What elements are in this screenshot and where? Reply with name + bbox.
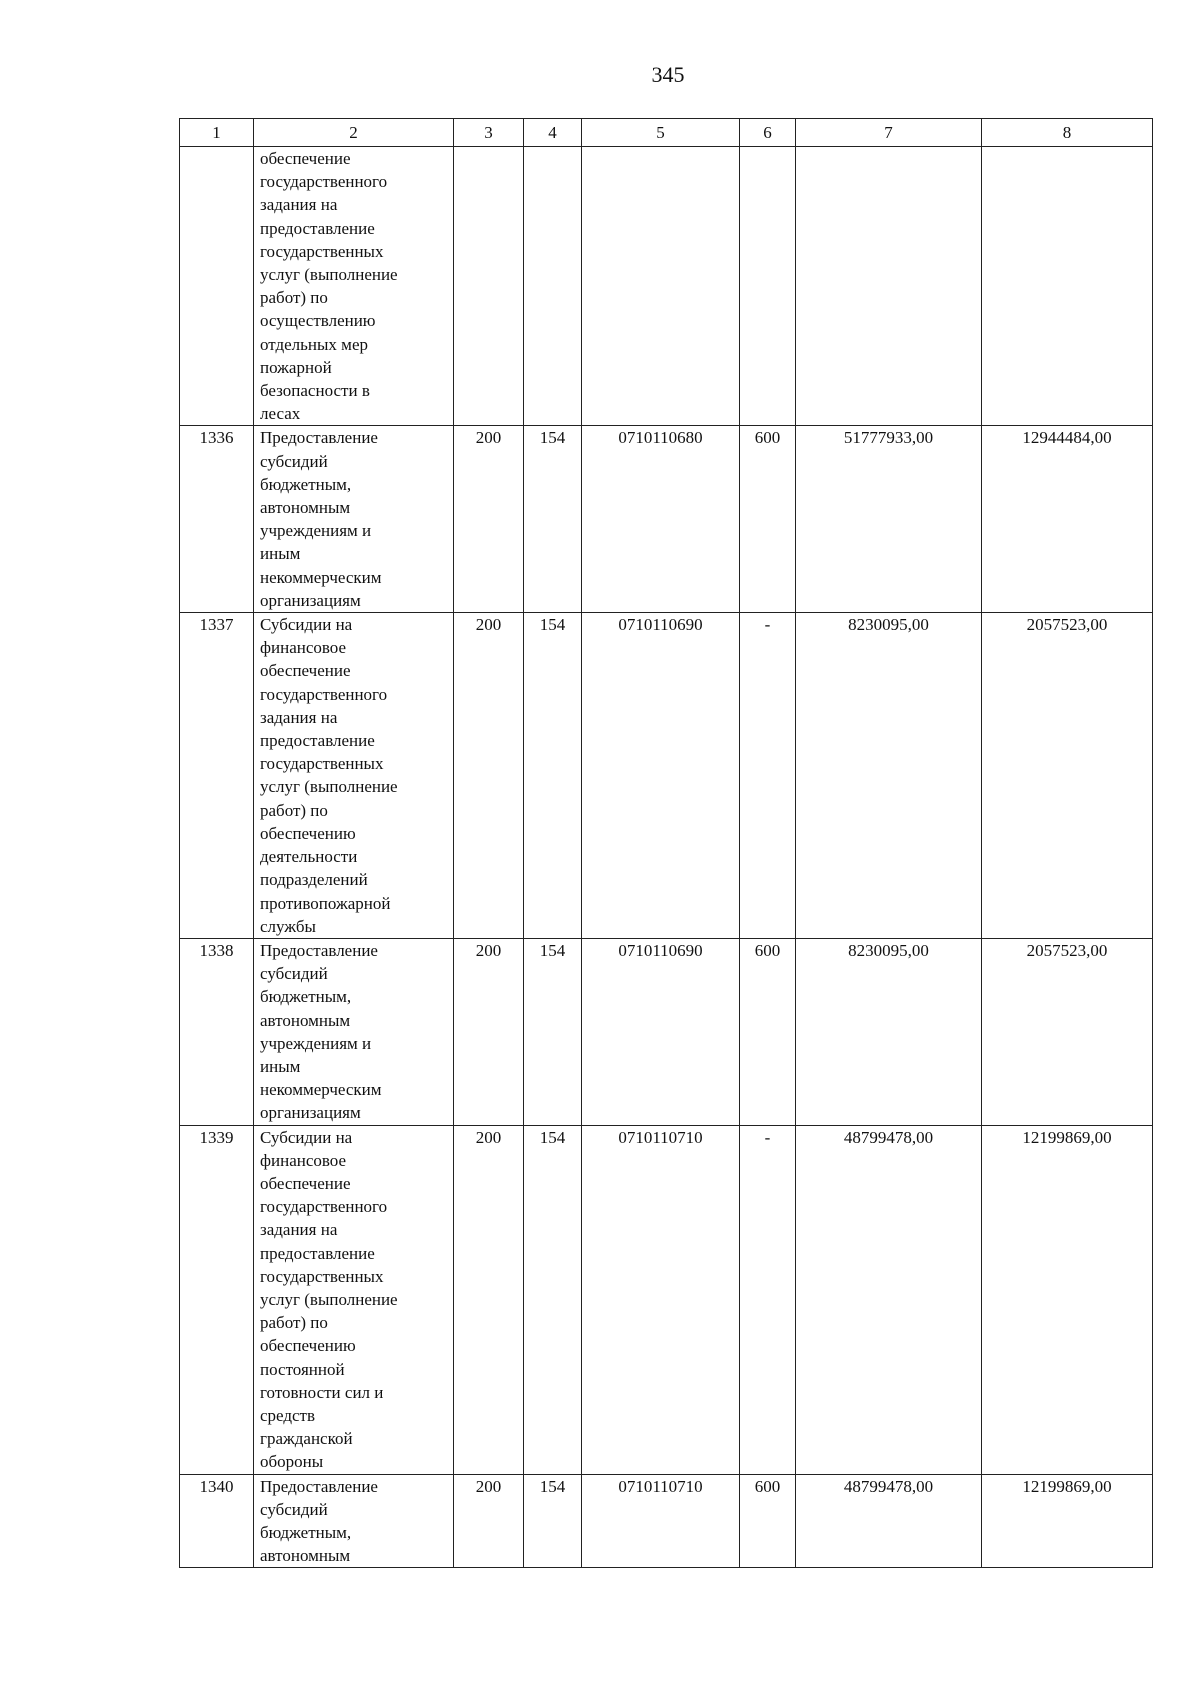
column-header: 8	[982, 119, 1153, 147]
table-row	[180, 1474, 1153, 1568]
code-cell-5: 0710110710	[582, 1474, 740, 1568]
row-name-line: некоммерческим	[260, 567, 382, 587]
row-number-cell	[180, 147, 254, 426]
table-row	[180, 426, 1153, 613]
amount-cell-8	[982, 147, 1153, 426]
amount-cell-8: 12199869,00	[982, 1474, 1153, 1568]
row-name-line: лесах	[260, 404, 301, 424]
row-name-line: бюджетным,	[260, 1522, 352, 1542]
amount-cell-7: 48799478,00	[796, 1474, 982, 1568]
row-name-cell	[254, 1125, 454, 1474]
budget-table	[179, 118, 1153, 1568]
code-cell-6: 600	[740, 1474, 796, 1568]
page-number: 345	[651, 62, 685, 87]
row-name-line: постоянной	[260, 1359, 345, 1379]
table-row	[180, 613, 1153, 939]
code-cell-4: 154	[524, 1125, 582, 1474]
row-name-line: финансовое	[260, 1150, 347, 1170]
row-name-cell	[254, 938, 454, 1125]
row-name-line: услуг (выполнение	[260, 265, 398, 285]
row-name-cell	[254, 1474, 454, 1568]
row-name-line: предоставление	[260, 1243, 375, 1263]
code-cell-4: 154	[524, 1474, 582, 1568]
row-name-line: финансовое	[260, 638, 347, 658]
code-cell-6: 600	[740, 426, 796, 613]
row-name-line: учреждениям и	[260, 1033, 372, 1053]
code-cell-5: 0710110680	[582, 426, 740, 613]
row-name-line: Субсидии на	[260, 615, 353, 635]
code-cell-5: 0710110690	[582, 938, 740, 1125]
row-name-line: отдельных мер	[260, 334, 368, 354]
row-name-line: государственного	[260, 1197, 388, 1217]
row-name-line: автономным	[260, 1546, 351, 1566]
row-name-line: субсидий	[260, 451, 328, 471]
amount-cell-7: 8230095,00	[796, 938, 982, 1125]
row-name-line: обеспечению	[260, 823, 356, 843]
code-cell-6	[740, 147, 796, 426]
amount-cell-7	[796, 147, 982, 426]
row-name-line: готовности сил и	[260, 1382, 384, 1402]
column-header: 7	[796, 119, 982, 147]
code-cell-3: 200	[454, 938, 524, 1125]
code-cell-6: -	[740, 1125, 796, 1474]
row-name-line: субсидий	[260, 964, 328, 984]
row-name-line: государственного	[260, 684, 388, 704]
code-cell-4: 154	[524, 938, 582, 1125]
row-name-cell	[254, 426, 454, 613]
row-name-line: обороны	[260, 1452, 324, 1472]
column-header: 1	[180, 119, 254, 147]
row-number-cell: 1339	[180, 1125, 254, 1474]
row-name-line: учреждениям и	[260, 521, 372, 541]
row-name-line: организациям	[260, 590, 361, 610]
row-name-line: бюджетным,	[260, 474, 352, 494]
amount-cell-8: 12199869,00	[982, 1125, 1153, 1474]
row-name-line: Предоставление	[260, 428, 378, 448]
row-name-line: бюджетным,	[260, 987, 352, 1007]
row-name-line: предоставление	[260, 731, 375, 751]
row-number-cell: 1337	[180, 613, 254, 939]
row-number-cell: 1338	[180, 938, 254, 1125]
row-name-line: Предоставление	[260, 940, 378, 960]
code-cell-6: 600	[740, 938, 796, 1125]
table-row	[180, 938, 1153, 1125]
column-header: 4	[524, 119, 582, 147]
row-name-line: Субсидии на	[260, 1127, 353, 1147]
row-name-line: государственных	[260, 754, 384, 774]
row-name-line: противопожарной	[260, 893, 391, 913]
row-name-line: обеспечение	[260, 149, 351, 168]
row-name-line: государственных	[260, 241, 384, 261]
amount-cell-8: 2057523,00	[982, 938, 1153, 1125]
table-body	[180, 147, 1153, 1568]
amount-cell-7: 48799478,00	[796, 1125, 982, 1474]
column-header: 5	[582, 119, 740, 147]
row-name-line: субсидий	[260, 1499, 328, 1519]
row-name-line: обеспечение	[260, 661, 351, 681]
amount-cell-8: 12944484,00	[982, 426, 1153, 613]
row-name-line: услуг (выполнение	[260, 777, 398, 797]
row-number-cell: 1336	[180, 426, 254, 613]
code-cell-5: 0710110690	[582, 613, 740, 939]
row-name-line: задания на	[260, 1220, 338, 1240]
row-name-line: государственных	[260, 1266, 384, 1286]
table-row	[180, 1125, 1153, 1474]
column-header: 6	[740, 119, 796, 147]
row-name-line: услуг (выполнение	[260, 1289, 398, 1309]
amount-cell-8: 2057523,00	[982, 613, 1153, 939]
row-name-cell	[254, 613, 454, 939]
row-name-line: некоммерческим	[260, 1080, 382, 1100]
row-name-line: задания на	[260, 195, 338, 215]
row-name-line: автономным	[260, 1010, 351, 1030]
row-name-line: автономным	[260, 498, 351, 518]
code-cell-4: 154	[524, 613, 582, 939]
code-cell-5	[582, 147, 740, 426]
row-name-line: обеспечению	[260, 1336, 356, 1356]
row-name-line: обеспечение	[260, 1173, 351, 1193]
row-name-line: предоставление	[260, 218, 375, 238]
row-name-cell	[254, 147, 454, 426]
row-name-line: пожарной	[260, 357, 332, 377]
code-cell-4	[524, 147, 582, 426]
row-name-line: иным	[260, 1056, 301, 1076]
row-name-line: осуществлению	[260, 311, 376, 331]
row-name-line: подразделений	[260, 870, 368, 890]
row-name-line: государственного	[260, 172, 388, 192]
code-cell-5: 0710110710	[582, 1125, 740, 1474]
row-name-line: Предоставление	[260, 1476, 378, 1496]
row-name-line: работ) по	[260, 1313, 328, 1333]
table-row	[180, 147, 1153, 426]
row-name-line: гражданской	[260, 1429, 353, 1449]
row-name-line: безопасности в	[260, 381, 370, 401]
code-cell-3: 200	[454, 613, 524, 939]
code-cell-3: 200	[454, 1125, 524, 1474]
amount-cell-7: 8230095,00	[796, 613, 982, 939]
row-name-line: задания на	[260, 707, 338, 727]
code-cell-6: -	[740, 613, 796, 939]
code-cell-3: 200	[454, 1474, 524, 1568]
row-name-line: деятельности	[260, 847, 358, 867]
column-header: 3	[454, 119, 524, 147]
row-name-line: работ) по	[260, 288, 328, 308]
code-cell-3	[454, 147, 524, 426]
amount-cell-7: 51777933,00	[796, 426, 982, 613]
code-cell-4: 154	[524, 426, 582, 613]
column-header: 2	[254, 119, 454, 147]
row-name-line: службы	[260, 916, 316, 936]
code-cell-3: 200	[454, 426, 524, 613]
row-number-cell: 1340	[180, 1474, 254, 1568]
table-header-row	[180, 119, 1153, 147]
row-name-line: работ) по	[260, 800, 328, 820]
row-name-line: иным	[260, 544, 301, 564]
row-name-line: средств	[260, 1405, 316, 1425]
row-name-line: организациям	[260, 1103, 361, 1123]
